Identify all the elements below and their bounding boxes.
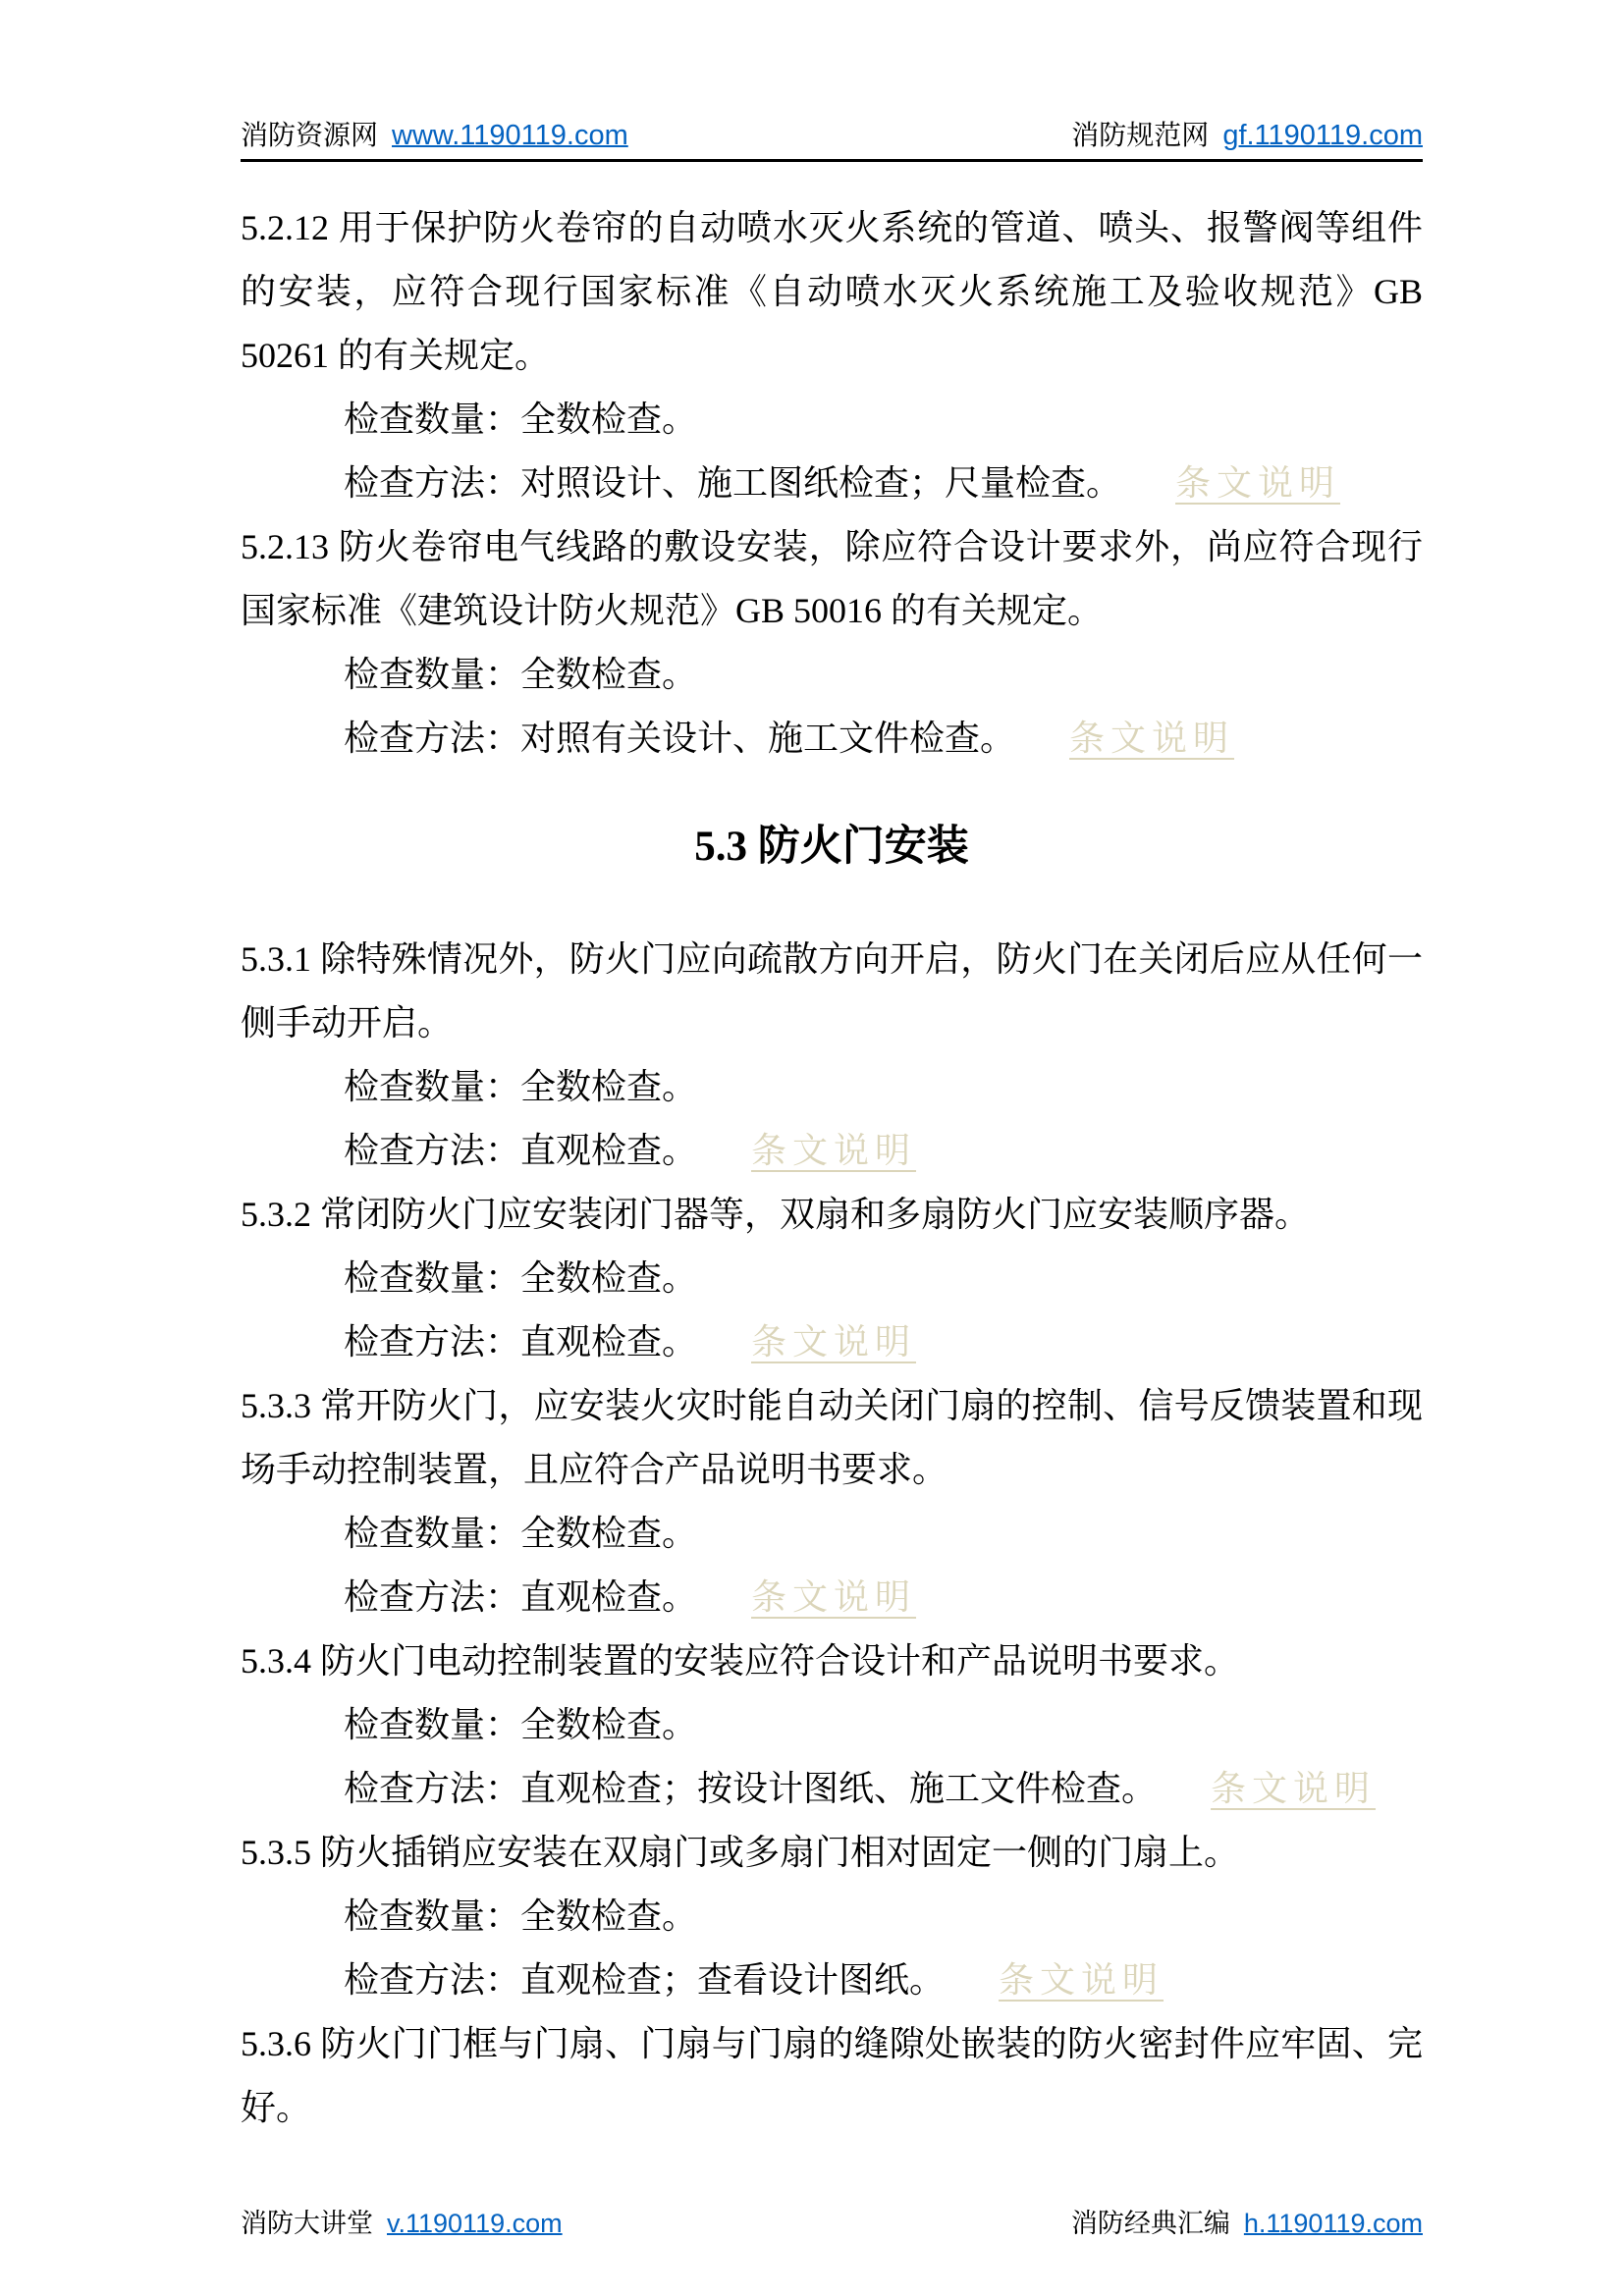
check-method-line: [241, 1119, 1423, 1183]
check-method-text: 检查方法：直观检查。: [344, 1131, 698, 1170]
clause-5-3-1: 5.3.1 除特殊情况外，防火门应向疏散方向开启，防火门在关闭后应从任何一侧手动开启。: [241, 939, 1423, 1042]
check-quantity-line: 检查数量：全数检查。: [344, 1067, 698, 1106]
check-quantity-line: 检查数量：全数检查。: [344, 1896, 698, 1936]
section-heading-5-3: 5.3 防火门安装: [694, 824, 969, 870]
check-method-line: [241, 707, 1423, 771]
check-method-line: [241, 1949, 1423, 2012]
header-left-site-link[interactable]: www.1190119.com: [392, 120, 628, 151]
check-method-text: 检查方法：直观检查。: [344, 1322, 698, 1362]
footer-left-site-link[interactable]: v.1190119.com: [387, 2209, 563, 2238]
check-method-line: [241, 1757, 1423, 1821]
clause-5-2-13: 5.2.13 防火卷帘电气线路的敷设安装，除应符合设计要求外，尚应符合现行国家标准《建筑设计防火规范》GB 50016 的有关规定。: [241, 527, 1423, 630]
header-left-group: [241, 114, 628, 153]
clause-5-3-4: 5.3.4 防火门电动控制装置的安装应符合设计和产品说明书要求。: [241, 1641, 1240, 1681]
check-method-text: 检查方法：直观检查；查看设计图纸。: [344, 1960, 946, 2000]
header-right-site-name: 消防规范网: [1071, 121, 1210, 151]
header-right-group: [1071, 114, 1423, 153]
check-method-line: [241, 1310, 1423, 1374]
clause-explanation-link[interactable]: 条文说明: [1069, 719, 1235, 758]
footer-left-site-name: 消防大讲堂: [241, 2209, 373, 2238]
clause-explanation-link[interactable]: 条文说明: [751, 1577, 917, 1617]
footer-right-site-link[interactable]: h.1190119.com: [1243, 2209, 1423, 2238]
clause-explanation-link[interactable]: 条文说明: [751, 1322, 917, 1362]
clause-explanation-link[interactable]: 条文说明: [1175, 463, 1341, 503]
check-quantity-line: 检查数量：全数检查。: [344, 1705, 698, 1744]
clause-5-2-12: 5.2.12 用于保护防火卷帘的自动喷水灭火系统的管道、喷头、报警阀等组件的安装，应符合现行国家标准《自动喷水灭火系统施工及验收规范》GB 50261 的有关规定。: [241, 208, 1423, 375]
check-quantity-line: 检查数量：全数检查。: [344, 400, 698, 439]
clause-5-3-3: 5.3.3 常开防火门，应安装火灾时能自动关闭门扇的控制、信号反馈装置和现场手动控制装置，且应符合产品说明书要求。: [241, 1386, 1423, 1489]
clause-explanation-link[interactable]: 条文说明: [999, 1960, 1164, 2000]
clause-explanation-link[interactable]: 条文说明: [751, 1131, 917, 1170]
page-footer: [241, 2202, 1423, 2240]
check-method-text: 检查方法：对照有关设计、施工文件检查。: [344, 719, 1016, 758]
check-quantity-line: 检查数量：全数检查。: [344, 1514, 698, 1553]
clause-5-3-2: 5.3.2 常闭防火门应安装闭门器等，双扇和多扇防火门应安装顺序器。: [241, 1195, 1311, 1234]
check-method-text: 检查方法：对照设计、施工图纸检查；尺量检查。: [344, 463, 1122, 503]
check-quantity-line: 检查数量：全数检查。: [344, 655, 698, 694]
check-method-text: 检查方法：直观检查。: [344, 1577, 698, 1617]
footer-right-group: [1071, 2202, 1423, 2240]
document-body: [241, 196, 1423, 2140]
check-quantity-line: 检查数量：全数检查。: [344, 1258, 698, 1298]
header-right-site-link[interactable]: gf.1190119.com: [1222, 120, 1423, 151]
check-method-line: [241, 1566, 1423, 1629]
check-method-line: [241, 452, 1423, 515]
clause-5-3-5: 5.3.5 防火插销应安装在双扇门或多扇门相对固定一侧的门扇上。: [241, 1833, 1240, 1872]
header-left-site-name: 消防资源网: [241, 121, 379, 151]
footer-left-group: [241, 2202, 563, 2240]
page-header: [241, 114, 1423, 162]
footer-right-site-name: 消防经典汇编: [1070, 2209, 1230, 2238]
clause-explanation-link[interactable]: 条文说明: [1211, 1769, 1377, 1808]
check-method-text: 检查方法：直观检查；按设计图纸、施工文件检查。: [344, 1769, 1158, 1808]
clause-5-3-6: 5.3.6 防火门门框与门扇、门扇与门扇的缝隙处嵌装的防火密封件应牢固、完好。: [241, 2024, 1423, 2127]
